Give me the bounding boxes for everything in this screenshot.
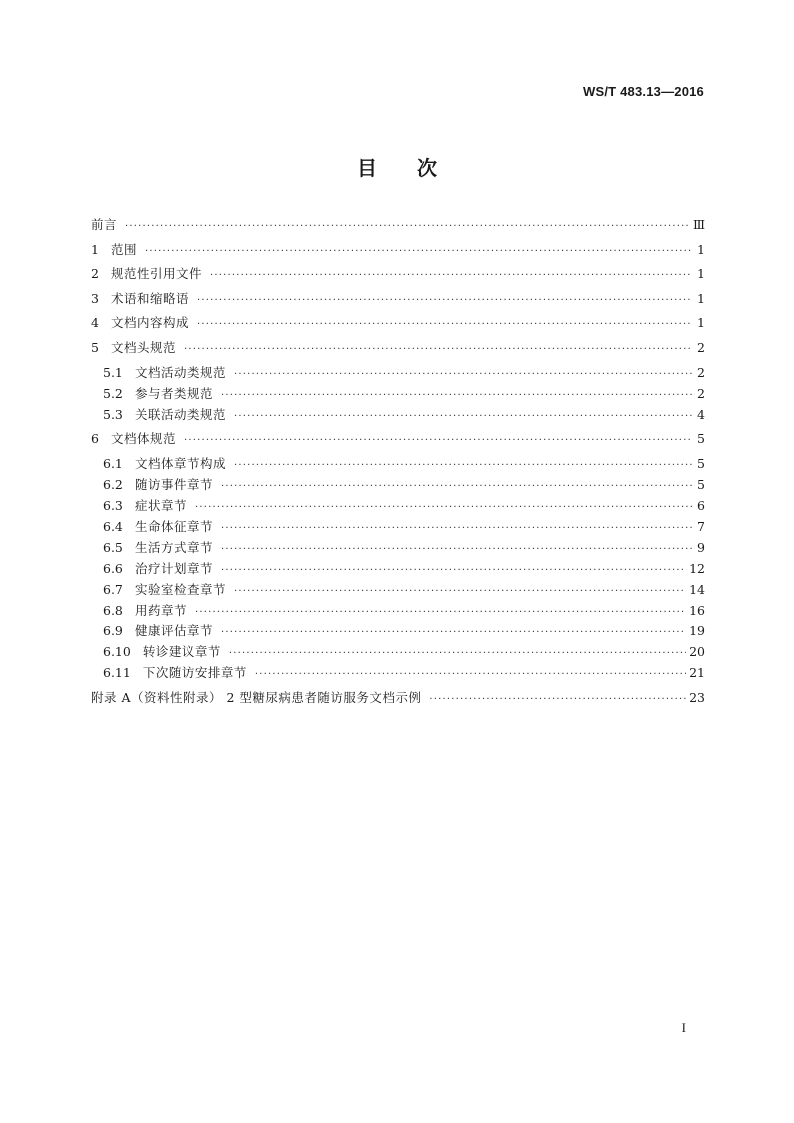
toc-entry-title: 生命体征章节 — [135, 519, 214, 534]
toc-entry-title: 文档内容构成 — [111, 315, 190, 330]
toc-entry-title: 健康评估章节 — [135, 623, 214, 638]
toc-leader-dots — [145, 243, 692, 261]
toc-entry-number: 6.2 — [103, 477, 123, 492]
toc-entry-page: 5 — [697, 477, 705, 492]
toc-entry[interactable] — [91, 241, 705, 259]
toc-entry-page: 1 — [697, 242, 705, 257]
toc-entry-number: 6.7 — [103, 582, 123, 597]
toc-entry-page: 2 — [697, 386, 705, 401]
toc-leader-dots — [221, 520, 692, 538]
toc-entry[interactable] — [103, 539, 705, 557]
toc-leader-dots — [195, 499, 692, 517]
toc-entry-page: 19 — [689, 623, 705, 638]
toc-entry-title: 症状章节 — [135, 498, 188, 513]
toc-entry-page: 2 — [697, 365, 705, 380]
toc-entry[interactable] — [91, 290, 705, 308]
toc-entry-number: 3 — [91, 291, 99, 306]
toc-entry[interactable] — [103, 602, 705, 620]
toc-leader-dots — [255, 666, 686, 684]
toc-entry-number: 6.1 — [103, 456, 123, 471]
toc-entry-page: Ⅲ — [692, 217, 705, 232]
toc-entry[interactable] — [103, 406, 705, 424]
toc-entry-number: 6.4 — [103, 519, 123, 534]
toc-entry-number: 5.3 — [103, 407, 123, 422]
page-title: 目次 — [357, 156, 477, 180]
toc-entry-page: 16 — [689, 603, 705, 618]
page-number: I — [681, 1020, 686, 1035]
toc-entry-page: 2 — [697, 340, 705, 355]
toc-entry-title: 用药章节 — [135, 603, 188, 618]
toc-entry-title: 文档头规范 — [111, 340, 177, 355]
toc-entry[interactable] — [91, 430, 705, 448]
toc-leader-dots — [234, 408, 692, 426]
toc-entry-title: 转诊建议章节 — [142, 644, 221, 659]
toc-entry[interactable] — [91, 689, 705, 707]
toc-entry[interactable] — [91, 339, 705, 357]
toc-leader-dots — [125, 218, 690, 236]
toc-entry-title: 规范性引用文件 — [111, 266, 203, 281]
toc-entry-number: 6.5 — [103, 540, 123, 555]
toc-entry-page: 1 — [697, 266, 705, 281]
toc-leader-dots — [234, 583, 686, 601]
toc-entry[interactable] — [103, 581, 705, 599]
toc-entry[interactable] — [103, 364, 705, 382]
toc-entry-title: 关联活动类规范 — [135, 407, 227, 422]
toc-entry-number: 6.9 — [103, 623, 123, 638]
toc-entry-page: 5 — [697, 456, 705, 471]
toc-entry-title: 附录 A（资料性附录） 2 型糖尿病患者随访服务文档示例 — [91, 690, 422, 705]
toc-entry-title: 术语和缩略语 — [111, 291, 190, 306]
toc-leader-dots — [197, 316, 692, 334]
toc-entry[interactable] — [103, 622, 705, 640]
toc-entry-page: 1 — [697, 291, 705, 306]
toc-entry-number: 1 — [91, 242, 99, 257]
toc-entry[interactable] — [103, 560, 705, 578]
toc-entry-page: 9 — [697, 540, 705, 555]
toc-leader-dots — [221, 387, 692, 405]
toc-leader-dots — [221, 624, 686, 642]
toc-leader-dots — [197, 292, 692, 310]
toc-entry-number: 6 — [91, 431, 99, 446]
toc-leader-dots — [210, 267, 692, 285]
toc-entry-title: 生活方式章节 — [135, 540, 214, 555]
toc-leader-dots — [221, 562, 686, 580]
toc-entry-page: 4 — [697, 407, 705, 422]
toc-entry-title: 实验室检查章节 — [135, 582, 227, 597]
toc-leader-dots — [229, 645, 686, 663]
toc-entry-title: 下次随访安排章节 — [142, 665, 247, 680]
toc-entry-page: 20 — [689, 644, 705, 659]
toc-leader-dots — [184, 432, 692, 450]
toc-entry[interactable] — [91, 265, 705, 283]
toc-entry-number: 5.1 — [103, 365, 123, 380]
toc-entry-title: 文档体章节构成 — [135, 456, 227, 471]
toc-entry-title: 文档体规范 — [111, 431, 177, 446]
toc-entry-page: 1 — [697, 315, 705, 330]
toc-entry-number: 5.2 — [103, 386, 123, 401]
toc-entry-number: 2 — [91, 266, 99, 281]
toc-entry[interactable] — [103, 385, 705, 403]
toc-entry-title: 参与者类规范 — [135, 386, 214, 401]
toc-entry-page: 12 — [689, 561, 705, 576]
toc-entry[interactable] — [103, 476, 705, 494]
toc-leader-dots — [234, 366, 692, 384]
toc-entry[interactable] — [103, 455, 705, 473]
toc-entry-page: 14 — [689, 582, 705, 597]
toc-entry-page: 23 — [689, 690, 705, 705]
toc-entry[interactable] — [103, 643, 705, 661]
toc-entry-number: 6.8 — [103, 603, 123, 618]
toc-entry[interactable] — [91, 314, 705, 332]
toc-leader-dots — [221, 478, 692, 496]
toc-leader-dots — [184, 341, 692, 359]
toc-entry-number: 5 — [91, 340, 99, 355]
toc-leader-dots — [195, 604, 686, 622]
toc-entry-number: 4 — [91, 315, 99, 330]
toc-entry-number: 6.11 — [103, 665, 131, 680]
toc-entry-page: 21 — [689, 665, 705, 680]
toc-entry[interactable] — [103, 497, 705, 515]
toc-entry-page: 7 — [697, 519, 705, 534]
toc-leader-dots — [429, 691, 686, 709]
toc-entry-page: 5 — [697, 431, 705, 446]
toc-entry-number: 6.10 — [103, 644, 131, 659]
toc-entry-title: 范围 — [111, 242, 138, 257]
toc-entry-title: 治疗计划章节 — [135, 561, 214, 576]
toc-entry[interactable] — [103, 518, 705, 536]
toc-entry-number: 6.3 — [103, 498, 123, 513]
toc-entry-title: 随访事件章节 — [135, 477, 214, 492]
toc-entry-title: 前言 — [91, 217, 118, 232]
toc-entry-page: 6 — [697, 498, 705, 513]
toc-leader-dots — [234, 457, 692, 475]
toc-entry-number: 6.6 — [103, 561, 123, 576]
standard-code: WS/T 483.13—2016 — [583, 84, 704, 99]
toc-entry[interactable] — [103, 664, 705, 682]
toc-leader-dots — [221, 541, 692, 559]
toc-entry-title: 文档活动类规范 — [135, 365, 227, 380]
toc-entry[interactable] — [91, 216, 705, 234]
